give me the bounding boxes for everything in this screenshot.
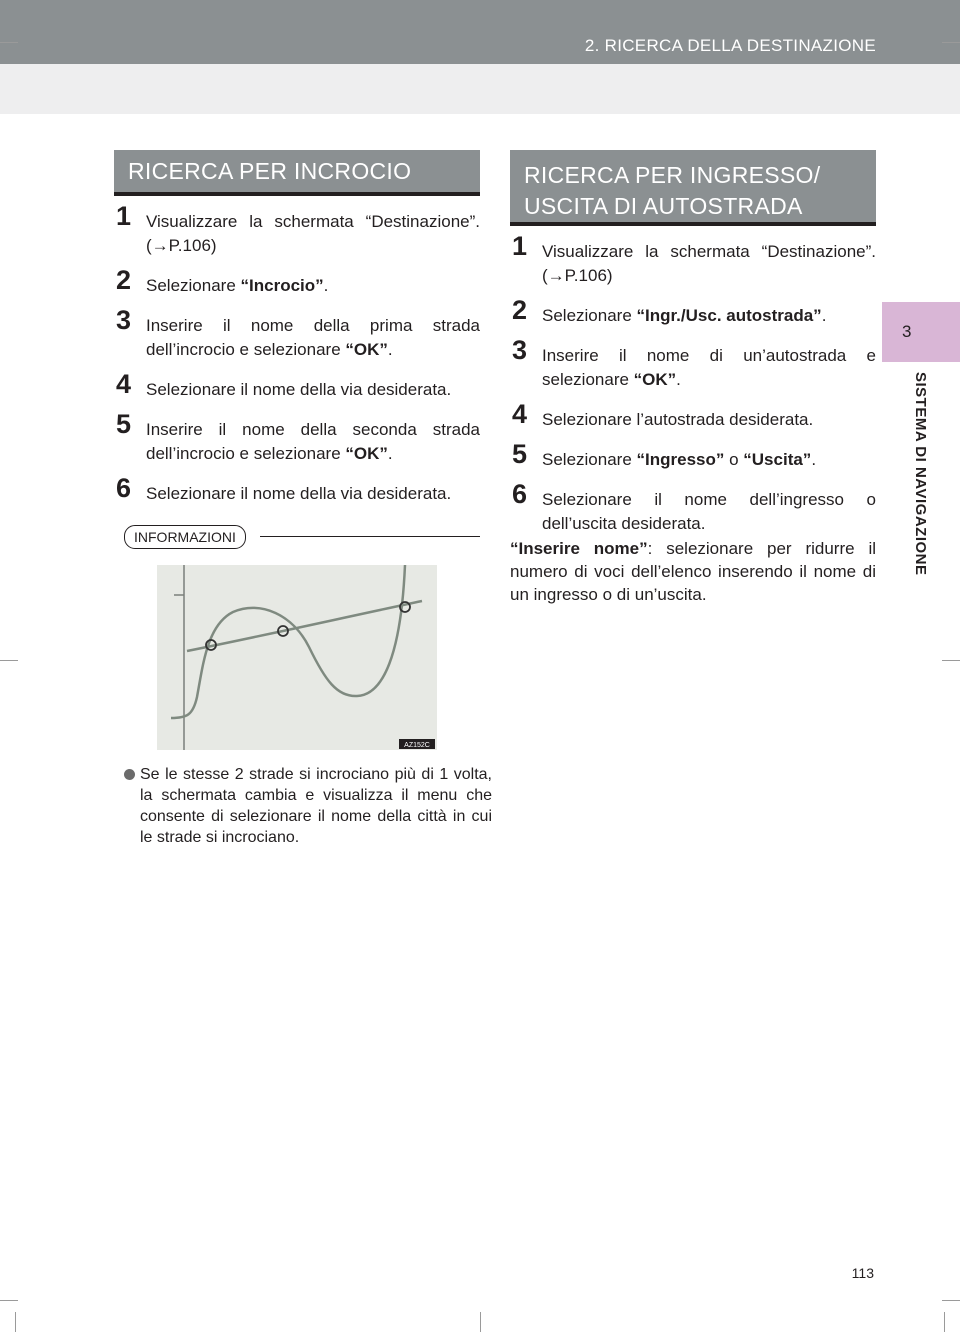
step-item <box>114 369 480 402</box>
step-number: 6 <box>116 473 132 503</box>
note-body: : selezionare per ridurre il numero di voci dell’elenco inserendo il nome di un ingresso o di un’uscita. <box>510 539 876 604</box>
step-number: 4 <box>512 399 528 429</box>
step-text: Inserire il nome della seconda strada dell’incrocio e selezionare <box>146 420 480 463</box>
step-text: Selezionare il nome della via desiderata. <box>146 484 452 503</box>
option-name: “Ingr./Usc. autostrada” <box>636 306 822 325</box>
step-item <box>510 335 876 392</box>
step-text-end: . <box>387 444 393 463</box>
option-name: “OK” <box>633 370 677 389</box>
step-item <box>510 295 876 328</box>
step-number: 4 <box>116 369 132 399</box>
step-text-mid: o <box>724 450 744 469</box>
step-number: 1 <box>116 201 132 231</box>
note-term: “Inserire nome” <box>510 539 648 558</box>
crop-mark <box>944 1312 945 1332</box>
section-heading-autostrada <box>510 150 876 226</box>
step-text: Inserire il nome della prima strada dell’incrocio e selezionare <box>146 316 480 359</box>
step-text-end: . <box>387 340 393 359</box>
step-text: Selezionare <box>542 306 637 325</box>
crop-mark <box>942 660 960 661</box>
intersection-figure <box>157 565 437 750</box>
step-text: Visualizzare la schermata “Destinazione”. (→P.106) <box>542 242 876 285</box>
header-band <box>0 64 960 114</box>
chapter-tab <box>882 302 960 362</box>
crop-mark <box>942 42 960 43</box>
step-number: 2 <box>512 295 528 325</box>
step-text-end: . <box>676 370 681 389</box>
page-number: 113 <box>851 1265 874 1281</box>
step-text: Selezionare <box>146 276 241 295</box>
step-item <box>114 265 480 298</box>
option-name: “OK” <box>345 444 388 463</box>
step-item <box>510 399 876 432</box>
step-number: 5 <box>116 409 132 439</box>
bullet-icon <box>124 769 135 780</box>
note-paragraph <box>510 537 876 606</box>
info-rule <box>260 536 480 537</box>
step-item <box>114 409 480 466</box>
crop-mark <box>0 660 18 661</box>
step-item <box>510 479 876 536</box>
bullet-text: Se le stesse 2 strade si incrociano più di 1 volta, la schermata cambia e visualizza il menu che consente di selezionare il nome della città in cui le strade si incrociano. <box>140 766 492 846</box>
info-bullet <box>124 764 492 848</box>
crop-mark <box>0 1300 18 1301</box>
crop-mark <box>0 42 18 43</box>
step-text-end: . <box>821 306 827 325</box>
option-name: “Ingresso” <box>636 450 725 469</box>
step-text: Selezionare l’autostrada desiderata. <box>542 410 814 429</box>
step-number: 3 <box>512 335 528 365</box>
info-label: INFORMAZIONI <box>124 525 246 549</box>
section-heading-line1: RICERCA PER INGRESSO/ <box>524 162 821 188</box>
straight-road <box>187 601 422 651</box>
step-number: 2 <box>116 265 132 295</box>
step-item <box>510 439 876 472</box>
step-item <box>114 305 480 362</box>
step-text-end: . <box>323 276 329 295</box>
step-text: Selezionare il nome della via desiderata. <box>146 380 452 399</box>
chapter-label: SISTEMA DI NAVIGAZIONE <box>912 372 929 576</box>
header-bar <box>0 0 960 64</box>
crop-mark <box>15 1312 16 1332</box>
step-number: 3 <box>116 305 132 335</box>
step-number: 6 <box>512 479 528 509</box>
crop-mark <box>480 1312 481 1332</box>
chapter-title: 2. RICERCA DELLA DESTINAZIONE <box>584 36 876 55</box>
option-name: “OK” <box>345 340 388 359</box>
figure-code: AZ152C <box>404 742 430 749</box>
step-item <box>510 231 876 288</box>
section-heading-incrocio <box>114 150 480 196</box>
step-text: Inserire il nome di un’autostrada e selezionare <box>542 346 876 389</box>
section-heading-line2: USCITA DI AUTOSTRADA <box>524 193 803 219</box>
step-text: Visualizzare la schermata “Destinazione”. (→P.106) <box>146 212 480 255</box>
section-heading-text: RICERCA PER INCROCIO <box>128 158 412 184</box>
step-number: 1 <box>512 231 528 261</box>
crop-mark <box>942 1300 960 1301</box>
step-item <box>114 201 480 258</box>
chapter-number: 3 <box>902 322 912 341</box>
step-text: Selezionare il nome dell’ingresso o dell’uscita desiderata. <box>542 490 876 533</box>
step-text: Selezionare <box>542 450 637 469</box>
step-text-end: . <box>811 450 817 469</box>
option-name: “Incrocio” <box>240 276 324 295</box>
steps-list-incrocio <box>114 201 480 522</box>
step-item <box>114 473 480 506</box>
intersecting-roads-illustration <box>157 565 437 750</box>
step-number: 5 <box>512 439 528 469</box>
curved-road <box>171 565 405 718</box>
steps-list-autostrada <box>510 231 876 552</box>
option-name-2: “Uscita” <box>743 450 812 469</box>
